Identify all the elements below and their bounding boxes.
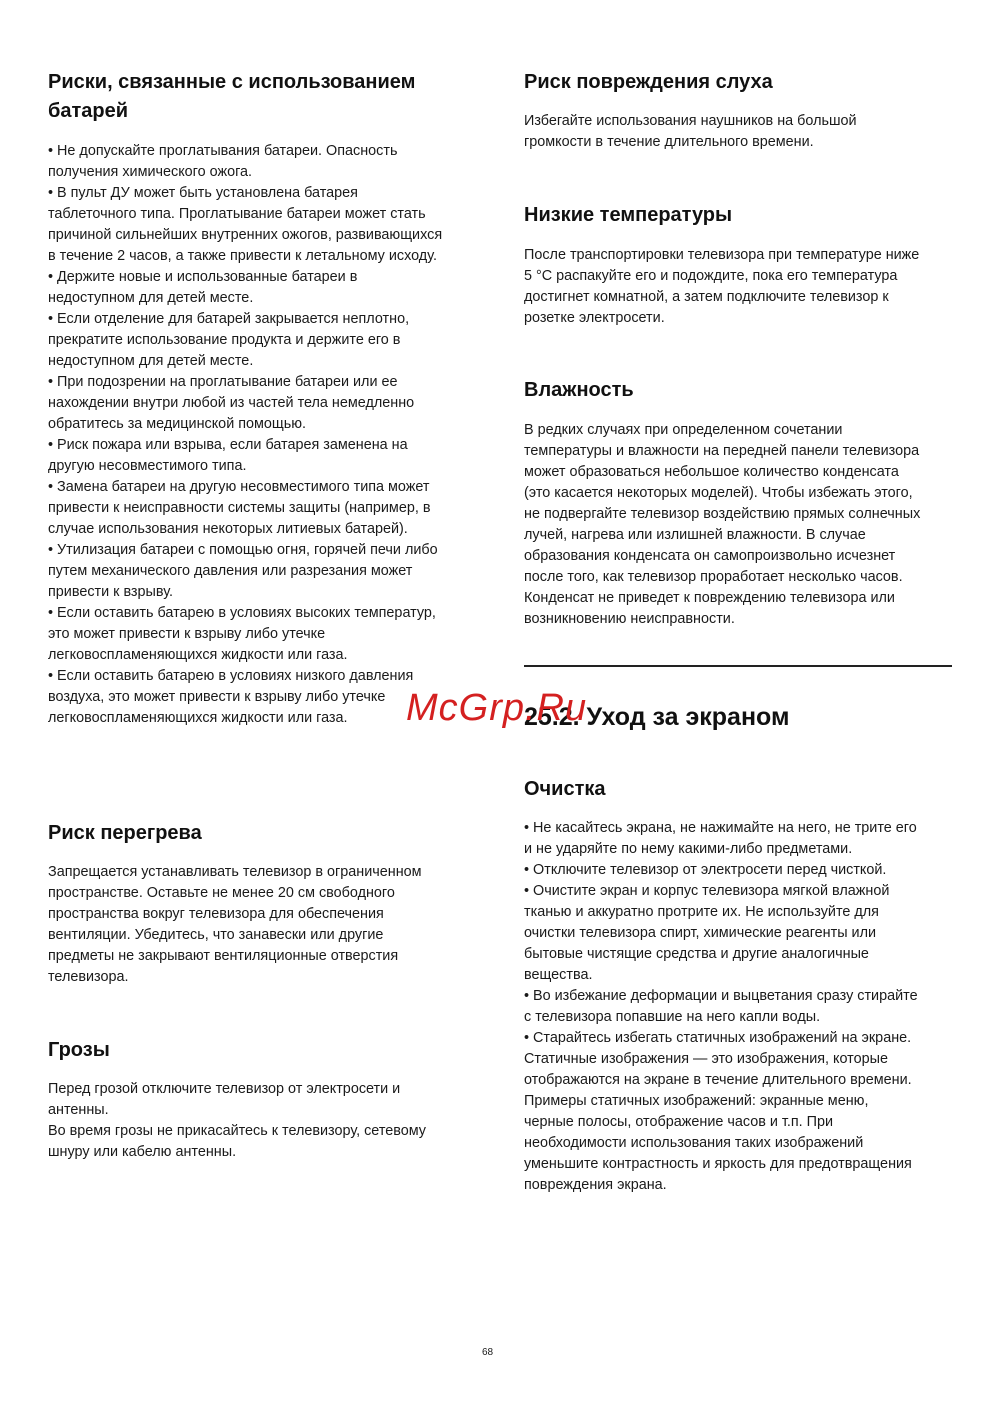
- text-line: • Если оставить батарею в условиях низкого давления: [48, 668, 414, 684]
- heading-line: Влажность: [524, 379, 634, 401]
- text-line: • Не касайтесь экрана, не нажимайте на него, не трите его: [524, 820, 917, 836]
- section-body-overheat: [48, 862, 422, 988]
- text-line: • В пульт ДУ может быть установлена батарея: [48, 185, 358, 201]
- text-line: Конденсат не приведет к повреждению телевизора или: [524, 590, 895, 606]
- text-line: образования конденсата он самопроизвольно исчезнет: [524, 548, 896, 564]
- text-line: После транспортировки телевизора при температуре ниже: [524, 247, 920, 263]
- text-line: вентиляции. Убедитесь, что занавески или другие: [48, 927, 384, 943]
- text-line: отображаются на экране в течение длительного времени.: [524, 1072, 912, 1088]
- text-line: телевизора.: [48, 969, 129, 985]
- text-line: громкости в течение длительного времени.: [524, 134, 814, 150]
- text-line: после того, как телевизор проработает несколько часов.: [524, 569, 903, 585]
- section-body-storms: [48, 1079, 426, 1163]
- text-line: тканью и аккуратно протрите их. Не используйте для: [524, 904, 879, 920]
- text-line: В редких случаях при определенном сочетании: [524, 422, 843, 438]
- text-line: нахождении внутри любой из частей тела немедленно: [48, 395, 415, 411]
- text-line: и не ударяйте по нему какими-либо предметами.: [524, 841, 853, 857]
- heading-line: Очистка: [524, 778, 606, 800]
- text-line: • При подозрении на проглатывание батареи или ее: [48, 374, 398, 390]
- text-line: обратитесь за медицинской помощью.: [48, 416, 307, 432]
- text-line: • Замена батареи на другую несовместимого типа может: [48, 479, 430, 495]
- text-line: • Держите новые и использованные батареи в: [48, 269, 358, 285]
- text-line: лучей, нагрева или излишней влажности. В случае: [524, 527, 866, 543]
- text-line: недоступном для детей месте.: [48, 290, 254, 306]
- section-heading-cleaning: [524, 775, 606, 804]
- section-heading-lowtemp: [524, 201, 732, 230]
- text-line: • Риск пожара или взрыва, если батарея заменена на: [48, 437, 408, 453]
- text-line: • Очистите экран и корпус телевизора мягкой влажной: [524, 883, 890, 899]
- text-line: необходимости использования таких изображений: [524, 1135, 864, 1151]
- text-line: это может привести к взрыву либо утечке: [48, 626, 326, 642]
- section-heading-humidity: [524, 376, 634, 405]
- text-line: достигнет комнатной, а затем подключите телевизор к: [524, 289, 889, 305]
- text-line: Статичные изображения — это изображения, которые: [524, 1051, 888, 1067]
- text-line: легковоспламеняющихся жидкости или газа.: [48, 710, 348, 726]
- section-body-batteries: [48, 141, 442, 729]
- text-line: Во время грозы не прикасайтесь к телевизору, сетевому: [48, 1123, 426, 1139]
- chapter-title: 25.2. Уход за экраном: [524, 703, 790, 731]
- text-line: привести к взрыву.: [48, 584, 173, 600]
- text-line: Примеры статичных изображений: экранные меню,: [524, 1093, 869, 1109]
- heading-line: Риск повреждения слуха: [524, 71, 773, 93]
- text-line: (это касается некоторых моделей). Чтобы избежать этого,: [524, 485, 913, 501]
- text-line: • Не допускайте проглатывания батареи. Опасность: [48, 143, 398, 159]
- text-line: таблеточного типа. Проглатывание батареи может стать: [48, 206, 426, 222]
- text-line: предметы не закрывают вентиляционные отверстия: [48, 948, 399, 964]
- heading-line: Низкие температуры: [524, 204, 733, 226]
- text-line: получения химического ожога.: [48, 164, 253, 180]
- text-line: недоступном для детей месте.: [48, 353, 254, 369]
- text-line: Запрещается устанавливать телевизор в ограниченном: [48, 864, 422, 880]
- section-heading-overheat: [48, 819, 202, 848]
- section-body-cleaning: [524, 818, 918, 1196]
- text-line: • Утилизация батареи с помощью огня, горячей печи либо: [48, 542, 438, 558]
- text-line: 5 °C распакуйте его и подождите, пока его температура: [524, 268, 898, 284]
- section-divider: [524, 665, 952, 667]
- text-line: • Старайтесь избегать статичных изображений на экране.: [524, 1030, 912, 1046]
- text-line: очистки телевизора спирт, химические реагенты или: [524, 925, 877, 941]
- text-line: возникновению неисправности.: [524, 611, 735, 627]
- text-line: с телевизора попавшие на него капли воды.: [524, 1009, 821, 1025]
- text-line: привести к неисправности системы защиты (например, в: [48, 500, 431, 516]
- text-line: розетке электросети.: [524, 310, 665, 326]
- text-line: черные полосы, отображение часов и т.п. При: [524, 1114, 834, 1130]
- text-line: бытовые чистящие средства и другие аналогичные: [524, 946, 869, 962]
- text-line: воздуха, это может привести к взрыву либо утечке: [48, 689, 386, 705]
- text-line: пространстве. Оставьте не менее 20 см свободного: [48, 885, 395, 901]
- text-line: не подвергайте телевизор воздействию прямых солнечных: [524, 506, 921, 522]
- text-line: повреждения экрана.: [524, 1177, 667, 1193]
- text-line: • Отключите телевизор от электросети перед чисткой.: [524, 862, 887, 878]
- text-line: может образоваться небольшое количество конденсата: [524, 464, 899, 480]
- text-line: случае использования некоторых литиевых батарей).: [48, 521, 408, 537]
- section-heading-hearing: [524, 68, 773, 97]
- heading-line: Риски, связанные с использованием: [48, 71, 416, 93]
- section-heading-batteries: [48, 68, 415, 126]
- section-body-lowtemp: [524, 245, 919, 329]
- heading-line: Риск перегрева: [48, 822, 202, 844]
- text-line: • Если оставить батарею в условиях высоких температур,: [48, 605, 436, 621]
- text-line: Перед грозой отключите телевизор от электросети и: [48, 1081, 401, 1097]
- text-line: прекратите использование продукта и держите его в: [48, 332, 401, 348]
- text-line: шнуру или кабелю антенны.: [48, 1144, 237, 1160]
- watermark: McGrp.Ru: [406, 687, 588, 729]
- text-line: причиной сильнейших внутренних ожогов, развивающихся: [48, 227, 443, 243]
- text-line: • Во избежание деформации и выцветания сразу стирайте: [524, 988, 918, 1004]
- text-line: в течение 2 часов, а также привести к летальному исходу.: [48, 248, 437, 264]
- text-line: температуры и влажности на передней панели телевизора: [524, 443, 920, 459]
- section-heading-storms: [48, 1036, 110, 1065]
- text-line: вещества.: [524, 967, 593, 983]
- text-line: пространства вокруг телевизора для обеспечения: [48, 906, 384, 922]
- section-body-hearing: [524, 111, 857, 153]
- text-line: уменьшите контрастность и яркость для предотвращения: [524, 1156, 912, 1172]
- page-number: 68: [482, 1347, 494, 1358]
- text-line: антенны.: [48, 1102, 109, 1118]
- heading-line: Грозы: [48, 1039, 110, 1061]
- text-line: легковоспламеняющихся жидкости или газа.: [48, 647, 348, 663]
- section-body-humidity: [524, 420, 920, 630]
- text-line: другую несовместимого типа.: [48, 458, 247, 474]
- text-line: путем механического давления или разрезания может: [48, 563, 413, 579]
- text-line: Избегайте использования наушников на большой: [524, 113, 857, 129]
- text-line: • Если отделение для батарей закрывается неплотно,: [48, 311, 410, 327]
- heading-line: батарей: [48, 100, 129, 122]
